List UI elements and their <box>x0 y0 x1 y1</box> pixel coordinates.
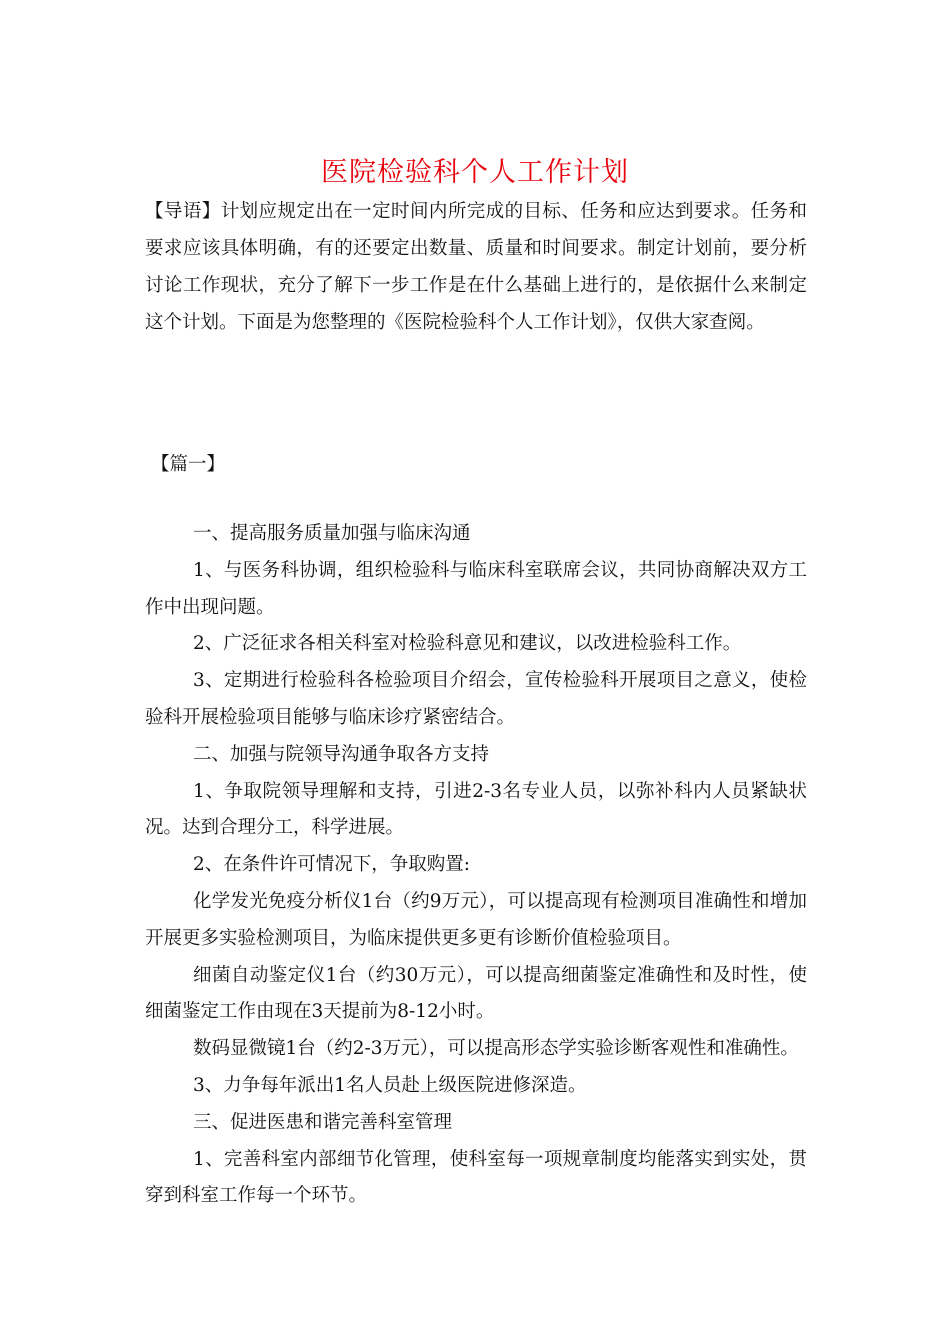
paragraph: 3、力争每年派出1名人员赴上级医院进修深造。 <box>193 1074 587 1096</box>
paragraph: 数码显微镜1台（约2-3万元），可以提高形态学实验诊断客观性和准确性。 <box>193 1038 799 1060</box>
paragraph: 1、与医务科协调，组织检验科与临床科室联席会议，共同协商解决双方工作中出现问题。 <box>145 559 807 618</box>
paragraph: 1、争取院领导理解和支持，引进2-3名专业人员，以弥补科内人员紧缺状况。达到合理分工，科学进展。 <box>145 780 807 839</box>
heading-1: 一、提高服务质量加强与临床沟通 <box>193 523 471 544</box>
section-label: 【篇一】 <box>151 454 226 475</box>
paragraph: 1、完善科室内部细节化管理，使科室每一项规章制度均能落实到实处，贯穿到科室工作每一个环节。 <box>145 1148 807 1207</box>
intro-paragraph: 【导语】计划应规定出在一定时间内所完成的目标、任务和应达到要求。任务和要求应该具体明确，有的还要定出数量、质量和时间要求。制定计划前，要分析讨论工作现状，充分了解下一步工作是在什么基础上进行的，是依据什么来制定这个计划。下面是为您整理的《医院检验科个人工作计划》，仅供大家查阅。 <box>145 201 807 333</box>
paragraph: 细菌自动鉴定仪1台（约30万元），可以提高细菌鉴定准确性和及时性，使细菌鉴定工作由现在3天提前为8-12小时。 <box>145 964 807 1023</box>
paragraph: 3、定期进行检验科各检验项目介绍会，宣传检验科开展项目之意义，使检验科开展检验项目能够与临床诊疗紧密结合。 <box>145 670 807 728</box>
paragraph: 2、在条件许可情况下，争取购置: <box>193 854 471 876</box>
paragraph: 化学发光免疫分析仪1台（约9万元），可以提高现有检测项目准确性和增加开展更多实验检测项目，为临床提供更多更有诊断价值检验项目。 <box>145 890 807 949</box>
document-title: 医院检验科个人工作计划 <box>321 157 629 188</box>
heading-3: 三、促进医患和谐完善科室管理 <box>193 1111 453 1133</box>
document-body <box>145 516 807 1215</box>
heading-2: 二、加强与院领导沟通争取各方支持 <box>193 743 490 765</box>
paragraph: 2、广泛征求各相关科室对检验科意见和建议，以改进检验科工作。 <box>193 633 742 655</box>
